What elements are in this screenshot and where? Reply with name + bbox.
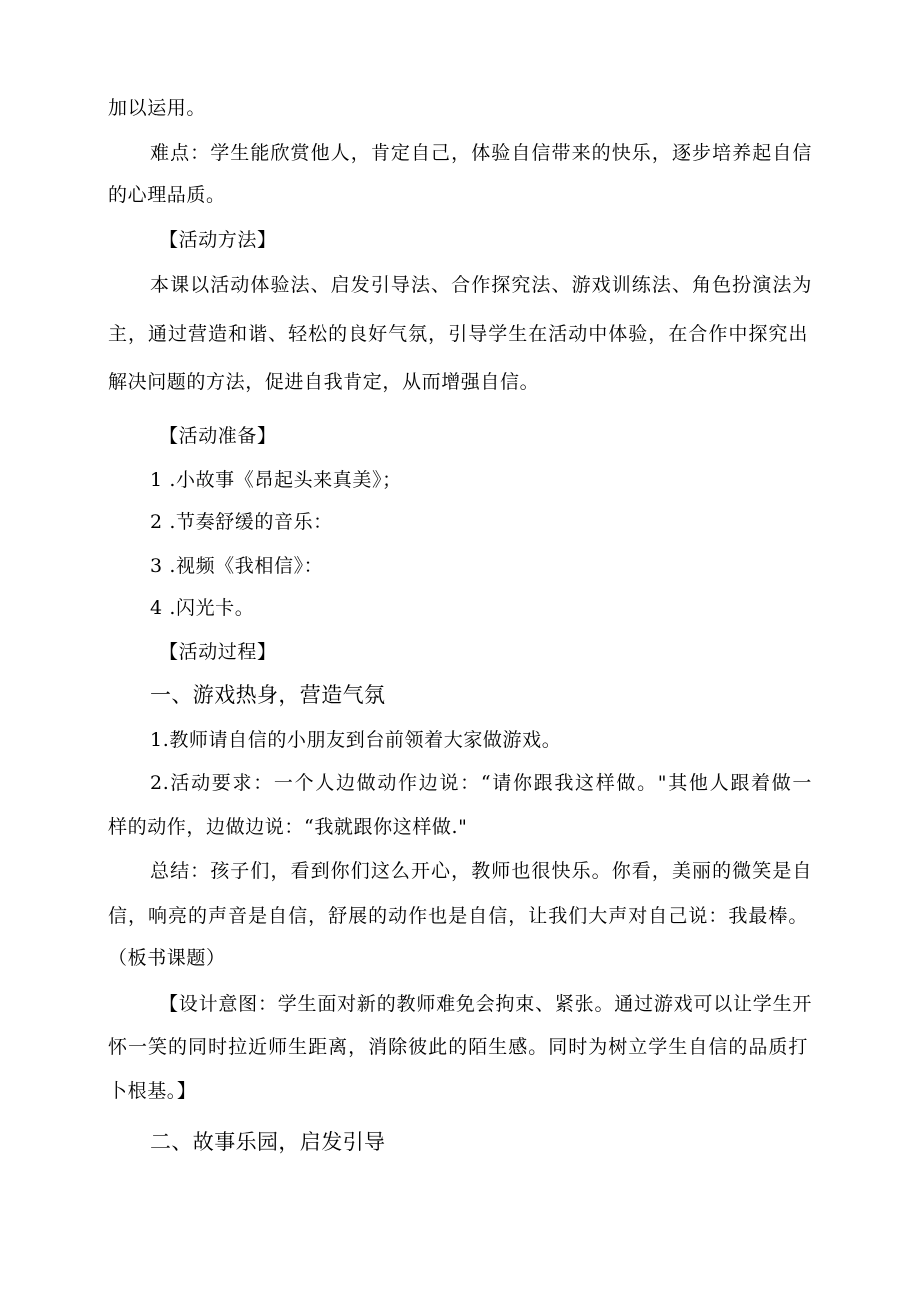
paragraph-line: 主，通过营造和谐、轻松的良好气氛，引导学生在活动中体验，在合作中探究出 (108, 323, 808, 345)
section-heading-process: 【活动过程】 (159, 641, 277, 663)
subsection-heading: 二、故事乐园，启发引导 (150, 1130, 386, 1154)
paragraph-line: 总结：孩子们，看到你们这么开心，教师也很快乐。你看，美丽的微笑是自 (150, 860, 812, 882)
design-intent-line: 怀一笑的同时拉近师生距离，消除彼此的陌生感。同时为树立学生自信的品质打 (108, 1036, 808, 1058)
paragraph-line: 2.活动要求：一个人边做动作边说：“请你跟我这样做。"其他人跟着做一 (150, 772, 812, 794)
section-heading-methods: 【活动方法】 (159, 229, 277, 251)
design-intent-line: 卜根基。】 (108, 1080, 197, 1102)
list-item: 3 .视频《我相信》： (150, 555, 324, 577)
paragraph-line: 样的动作，边做边说：“我就跟你这样做." (108, 816, 468, 838)
paragraph-line: 本课以活动体验法、启发引导法、合作探究法、游戏训练法、角色扮演法为 (150, 274, 812, 296)
section-heading-preparation: 【活动准备】 (159, 425, 277, 447)
list-item: 1 .小故事《昂起头来真美》； (150, 469, 402, 491)
paragraph-line: 解决问题的方法，促进自我肯定，从而增强自信。 (108, 371, 540, 393)
paragraph-line: 的心理品质。 (108, 184, 226, 206)
design-intent-line: 【设计意图：学生面对新的教师难免会拘束、紧张。通过游戏可以让学生开 (159, 993, 812, 1015)
paragraph-line: 信，响亮的声音是自信，舒展的动作也是自信，让我们大声对自己说：我最棒。 (108, 905, 808, 927)
paragraph-line: （板书课题） (108, 947, 226, 969)
paragraph-line: 加以运用。 (108, 97, 207, 119)
paragraph-line: 1.教师请自信的小朋友到台前领着大家做游戏。 (150, 729, 562, 751)
list-item: 2 .节奏舒缓的音乐： (150, 511, 333, 533)
paragraph-line: 难点：学生能欣赏他人，肯定自己，体验自信带来的快乐，逐步培养起自信 (150, 142, 812, 164)
subsection-heading: 一、游戏热身，营造气氛 (150, 683, 386, 707)
list-item: 4 .闪光卡。 (150, 597, 255, 619)
